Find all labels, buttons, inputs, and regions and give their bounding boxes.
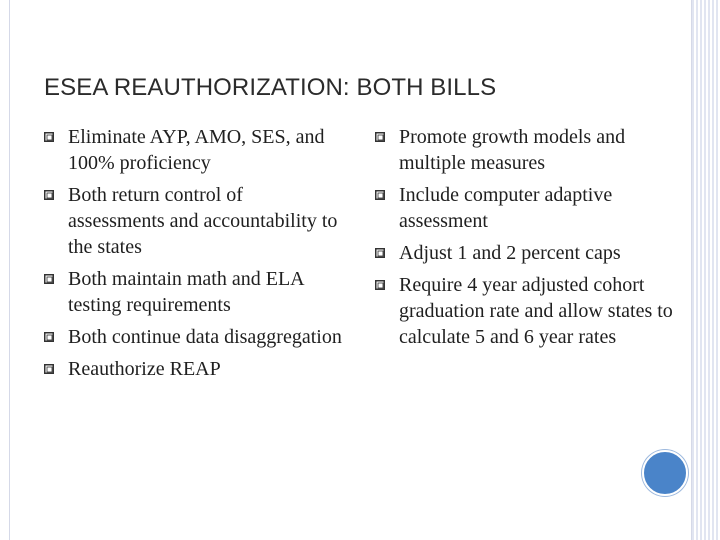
list-item-text: Adjust 1 and 2 percent caps [399, 242, 621, 264]
slide-title: ESEA REAUTHORIZATION: BOTH BILLS [44, 74, 497, 101]
list-item-text: Reauthorize REAP [68, 358, 221, 380]
list-item [375, 182, 675, 234]
list-item-text: Eliminate AYP, AMO, SES, and 100% proficiency [68, 126, 325, 174]
square-bullet-icon [375, 280, 385, 290]
left-bullet-list [44, 124, 344, 388]
square-bullet-icon [375, 132, 385, 142]
decorative-stripes [692, 0, 720, 540]
list-item-text: Require 4 year adjusted cohort graduation rate and allow states to calculate 5 and 6 year rates [399, 274, 673, 348]
square-bullet-icon [44, 332, 54, 342]
square-bullet-icon [375, 190, 385, 200]
square-bullet-icon [44, 190, 54, 200]
list-item [44, 124, 344, 176]
list-item-text: Include computer adaptive assessment [399, 184, 613, 232]
list-item-text: Both maintain math and ELA testing requirements [68, 268, 304, 316]
list-item [44, 266, 344, 318]
decorative-circle [642, 450, 688, 496]
list-item-text: Promote growth models and multiple measures [399, 126, 626, 174]
list-item [44, 182, 344, 260]
list-item [375, 240, 675, 266]
right-bullet-list [375, 124, 675, 356]
square-bullet-icon [44, 364, 54, 374]
list-item [375, 272, 675, 350]
list-item-text: Both continue data disaggregation [68, 326, 342, 348]
list-item-text: Both return control of assessments and accountability to the states [68, 184, 338, 258]
list-item [375, 124, 675, 176]
square-bullet-icon [44, 132, 54, 142]
list-item [44, 356, 344, 382]
list-item [44, 324, 344, 350]
square-bullet-icon [44, 274, 54, 284]
square-bullet-icon [375, 248, 385, 258]
